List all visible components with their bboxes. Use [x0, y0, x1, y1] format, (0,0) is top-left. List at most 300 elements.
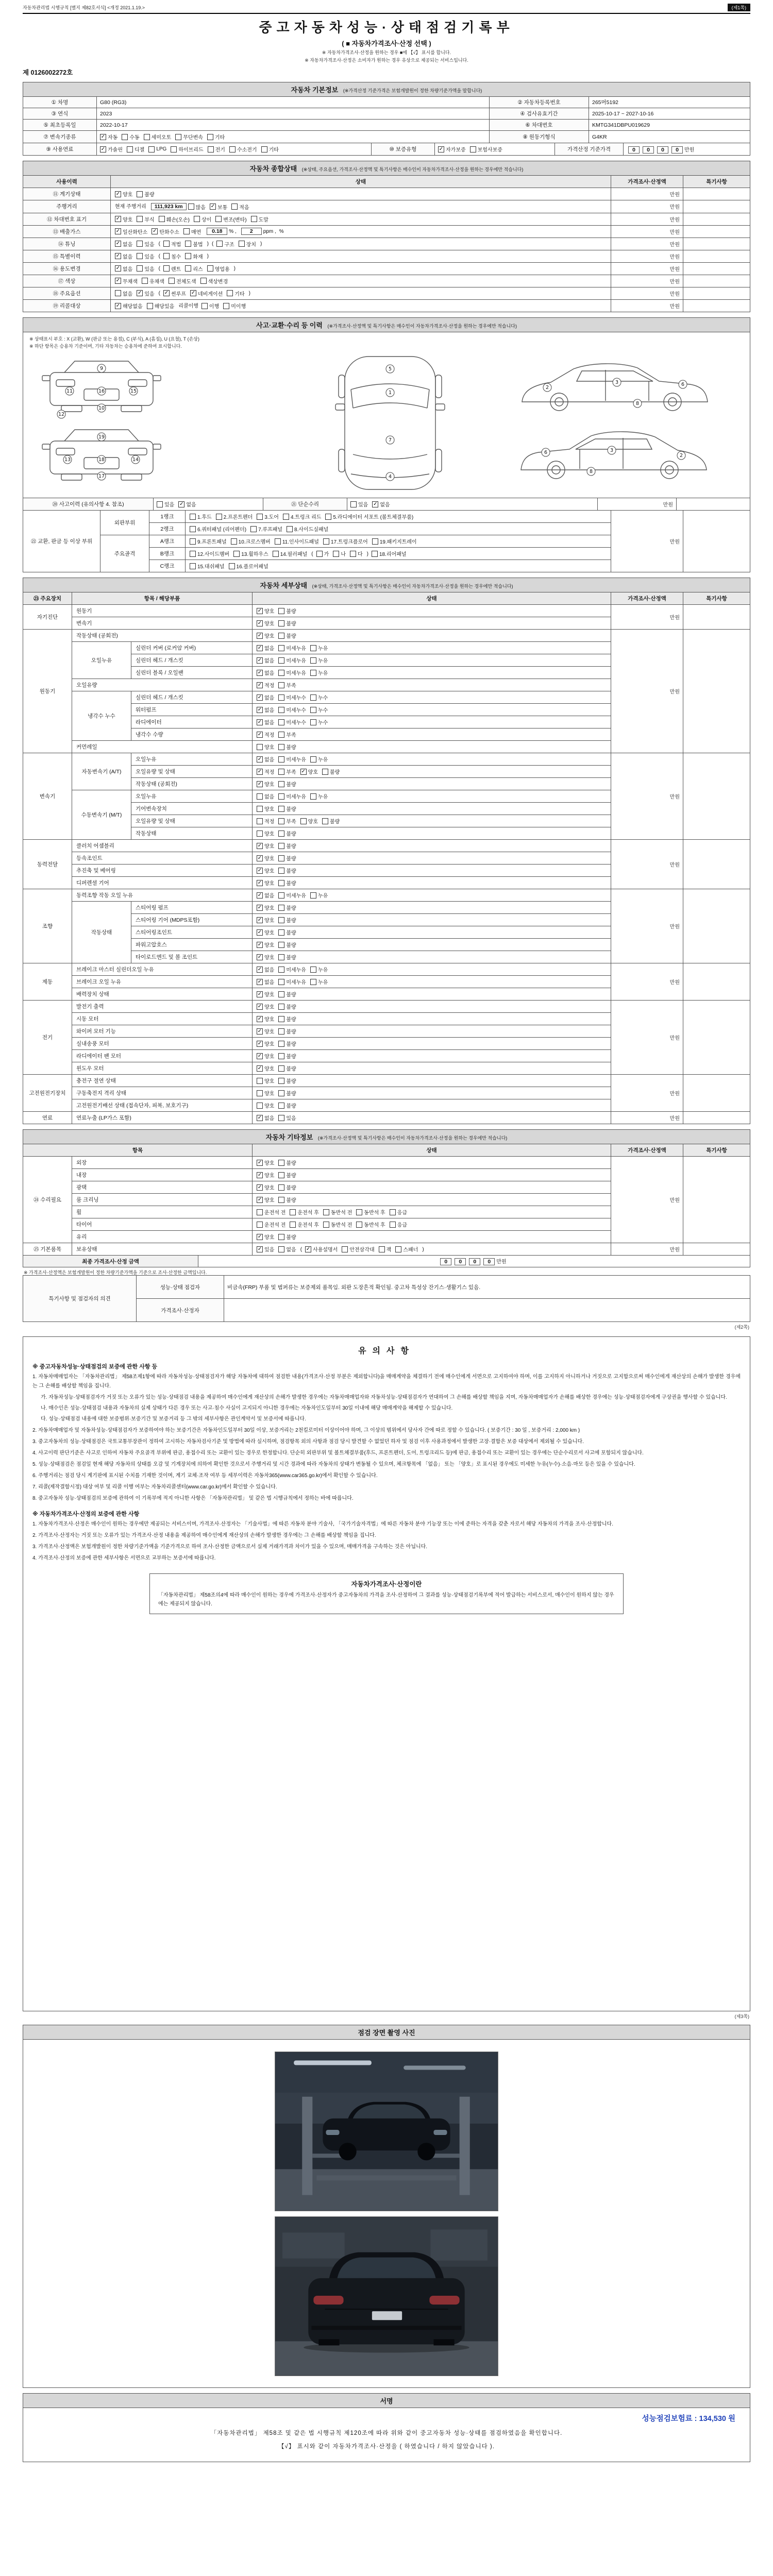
checkbox-불량[interactable] — [278, 619, 296, 627]
checkbox-영업용[interactable] — [207, 265, 230, 273]
checkbox-불량[interactable] — [278, 1040, 296, 1047]
checkbox-불량[interactable] — [137, 190, 154, 198]
checkbox-label: 구조 — [224, 242, 234, 248]
checkbox-누수[interactable] — [310, 693, 328, 701]
checkbox-누수[interactable] — [310, 718, 328, 726]
checkbox-label: 양호 — [264, 1161, 275, 1167]
checkbox-14.필러패널[interactable] — [273, 550, 308, 557]
checkbox-15.대쉬패널[interactable] — [190, 562, 225, 570]
checkbox-미세누수[interactable] — [278, 718, 306, 726]
checkbox-없음[interactable] — [257, 891, 274, 899]
checkbox-운전석 전[interactable] — [257, 1208, 285, 1216]
checkbox-label: 양호 — [264, 955, 275, 961]
checkbox-응급[interactable] — [390, 1221, 407, 1228]
checkbox-18.리어패널[interactable] — [372, 550, 407, 557]
checkbox-미세누유[interactable] — [278, 656, 306, 664]
checkbox-label: 불량 — [286, 906, 296, 912]
checkbox-화재[interactable] — [185, 252, 203, 260]
checkbox-네비게이션[interactable] — [190, 290, 223, 297]
checkbox-불량[interactable] — [278, 854, 296, 862]
checkbox-양호[interactable] — [257, 1052, 274, 1060]
checkbox-안전삼각대[interactable] — [342, 1245, 374, 1253]
checkbox-있음[interactable] — [278, 1114, 296, 1122]
checkbox-세미오토[interactable] — [144, 133, 172, 141]
checkbox-없음[interactable] — [278, 1245, 296, 1253]
checkbox-7.루프패널[interactable] — [250, 525, 282, 533]
checkbox-불량[interactable] — [278, 1077, 296, 1084]
checkbox-전기[interactable] — [208, 145, 225, 153]
checkbox-양호[interactable] — [257, 990, 274, 998]
checkbox-5.라디에이터 서포트 (볼트체결부품)[interactable] — [325, 513, 413, 520]
checkbox-자동[interactable] — [100, 133, 117, 141]
checkbox-1.후드[interactable] — [190, 513, 212, 520]
checkbox-매연[interactable] — [183, 228, 201, 235]
checkbox-box-icon — [278, 682, 284, 688]
checkbox-미세누유[interactable] — [278, 755, 306, 763]
group-label: 자기진단 — [23, 605, 72, 630]
checkbox-불량[interactable] — [278, 1159, 296, 1166]
checkbox-해당있음[interactable] — [147, 302, 175, 310]
checkbox-12.사이드멤버[interactable] — [190, 550, 229, 557]
checkbox-없음[interactable] — [115, 265, 132, 273]
notice-item: 7. 리콜(제작결함시정) 대상 여부 및 리콜 이행 여부는 자동차리콜센터(www.car.go.kr)에서 확인할 수 있습니다. — [32, 1484, 277, 1490]
checkbox-box-icon — [190, 514, 196, 520]
checkbox-양호[interactable] — [257, 1089, 274, 1097]
checkbox-label: 양호 — [264, 1054, 275, 1060]
definition-title: 자동차가격조사·산정이란 — [351, 1581, 422, 1588]
field-label: ⑩ 보증유형 — [372, 143, 435, 156]
checkbox-9.프론트패널[interactable] — [190, 537, 227, 545]
checkbox-불량[interactable] — [278, 1196, 296, 1204]
svg-text:10: 10 — [98, 405, 105, 412]
price-cell: 만원 — [611, 287, 683, 299]
checkbox-양호[interactable] — [257, 1077, 274, 1084]
checkbox-19.패키지트레이[interactable] — [372, 537, 417, 545]
checkbox-기타[interactable] — [261, 145, 279, 153]
checkbox-나[interactable] — [333, 550, 346, 557]
checkbox-없음[interactable] — [257, 644, 274, 652]
checkbox-양호[interactable] — [257, 1027, 274, 1035]
checkbox-box-icon — [257, 1184, 263, 1191]
checkbox-불량[interactable] — [278, 829, 296, 837]
checkbox-없음[interactable] — [257, 965, 274, 973]
checkbox-label: 불량 — [286, 955, 296, 961]
checkbox-없음[interactable] — [257, 978, 274, 986]
checkbox-부족[interactable] — [278, 817, 296, 825]
checkbox-label: 17.트렁크플로어 — [330, 539, 368, 546]
checkbox-box-icon — [278, 769, 284, 775]
checkbox-보통[interactable] — [210, 203, 227, 211]
checkbox-불량[interactable] — [278, 928, 296, 936]
checkbox-불량[interactable] — [278, 990, 296, 998]
checkbox-미세누유[interactable] — [278, 792, 306, 800]
checkbox-양호[interactable] — [257, 743, 274, 751]
state-text: ( — [300, 1246, 303, 1252]
checkbox-변조(변타)[interactable] — [215, 215, 246, 223]
checkbox-없음[interactable] — [115, 290, 132, 297]
checkbox-box-icon — [250, 526, 257, 532]
table-row — [23, 120, 750, 131]
checkbox-미세누유[interactable] — [278, 978, 306, 986]
checkbox-불량[interactable] — [278, 1233, 296, 1241]
checkbox-있음[interactable] — [137, 265, 154, 273]
checkbox-양호[interactable] — [257, 1003, 274, 1010]
checkbox-양호[interactable] — [257, 1171, 274, 1179]
checkbox-리스[interactable] — [185, 265, 203, 273]
checkbox-11.인사이드패널[interactable] — [275, 537, 319, 545]
checkbox-미세누유[interactable] — [278, 891, 306, 899]
price-survey-select[interactable]: ( ■ 자동차가격조사·산정 선택 ) — [342, 40, 431, 47]
checkbox-label: 양호 — [264, 1104, 275, 1110]
checkbox-label: 미세누유 — [286, 968, 306, 974]
checkbox-기타[interactable] — [227, 290, 244, 297]
checkbox-양호[interactable] — [257, 867, 274, 874]
checkbox-장치[interactable] — [239, 240, 256, 248]
checkbox-보험사보증[interactable] — [470, 145, 502, 153]
checkbox-있음[interactable] — [137, 290, 154, 297]
checkbox-4.트렁크 리드[interactable] — [283, 513, 321, 520]
checkbox-양호[interactable] — [257, 619, 274, 627]
item-label: 충전구 절연 상태 — [72, 1075, 253, 1087]
checkbox-스패너[interactable] — [395, 1245, 418, 1253]
checkbox-썬루프[interactable] — [163, 290, 186, 297]
checkbox-가솔린[interactable] — [100, 145, 123, 153]
checkbox-2.프론트펜더[interactable] — [216, 513, 253, 520]
checkbox-불량[interactable] — [278, 607, 296, 615]
checkbox-box-icon — [215, 216, 222, 222]
section-title-basic: 자동차 기본정보 — [291, 86, 339, 94]
item-label: 고전원전기배선 상태 (접속단자, 피복, 보호기구) — [72, 1099, 253, 1112]
checkbox-부족[interactable] — [278, 731, 296, 738]
checkbox-없음[interactable] — [257, 693, 274, 701]
checkbox-탄화수소[interactable] — [152, 228, 179, 235]
checkbox-불량[interactable] — [278, 953, 296, 961]
checkbox-불량[interactable] — [278, 632, 296, 639]
checkbox-불량[interactable] — [278, 1064, 296, 1072]
checkbox-있음[interactable] — [257, 1245, 274, 1253]
checkbox-box-icon — [163, 253, 170, 259]
checkbox-label: 불량 — [286, 856, 296, 862]
checkbox-불량[interactable] — [278, 916, 296, 924]
checkbox-불량[interactable] — [278, 780, 296, 788]
checkbox-label: 디젤 — [134, 147, 145, 153]
checkbox-box-icon — [305, 1246, 311, 1252]
checkbox-불량[interactable] — [278, 1052, 296, 1060]
checkbox-적정[interactable] — [257, 681, 274, 689]
checkbox-13.휠하우스[interactable] — [233, 550, 268, 557]
checkbox-불량[interactable] — [278, 805, 296, 812]
checkbox-불량[interactable] — [278, 1183, 296, 1191]
checkbox-누유[interactable] — [310, 656, 328, 664]
checkbox-불량[interactable] — [278, 1027, 296, 1035]
state-cell — [253, 1038, 611, 1050]
notices-box — [23, 1336, 750, 2011]
checkbox-없음[interactable] — [257, 718, 274, 726]
checkbox-미세누수[interactable] — [278, 706, 306, 714]
checkbox-사용설명서[interactable] — [305, 1245, 338, 1253]
table-row — [23, 299, 750, 312]
checkbox-있음[interactable] — [157, 500, 174, 508]
checkbox-부식[interactable] — [137, 215, 154, 223]
checkbox-운전석 후[interactable] — [290, 1221, 318, 1228]
checkbox-불량[interactable] — [278, 743, 296, 751]
checkbox-디젤[interactable] — [127, 145, 144, 153]
checkbox-box-icon — [257, 855, 263, 861]
checkbox-불량[interactable] — [278, 904, 296, 911]
checkbox-도말[interactable] — [251, 215, 268, 223]
price-cell: 만원 — [611, 299, 683, 312]
checkbox-양호[interactable] — [300, 768, 318, 775]
final-price-value — [198, 1256, 750, 1267]
group-label: 원동기 — [23, 630, 72, 753]
checkbox-상이[interactable] — [194, 215, 211, 223]
checkbox-box-icon — [257, 917, 263, 923]
checkbox-label: 없음 — [264, 720, 275, 726]
checkbox-6.쿼터패널 (리어펜더)[interactable] — [190, 525, 246, 533]
checkbox-없음[interactable] — [257, 755, 274, 763]
checkbox-부족[interactable] — [278, 681, 296, 689]
checkbox-불량[interactable] — [278, 941, 296, 948]
group-label: 연료 — [23, 1112, 72, 1124]
checkbox-box-icon — [278, 719, 284, 725]
table-row — [23, 511, 750, 523]
checkbox-label: 기타 — [234, 291, 245, 297]
checkbox-label: 양호 — [264, 943, 275, 949]
checkbox-양호[interactable] — [257, 1233, 274, 1241]
checkbox-동반석 전[interactable] — [323, 1208, 352, 1216]
state-cell — [253, 1099, 611, 1112]
checkbox-색상변경[interactable] — [200, 277, 228, 285]
checkbox-label: 누유 — [317, 646, 328, 652]
checkbox-box-icon — [257, 806, 263, 812]
checkbox-양호[interactable] — [257, 1015, 274, 1023]
checkbox-전체도색[interactable] — [169, 277, 196, 285]
checkbox-양호[interactable] — [257, 1064, 274, 1072]
checkbox-수소전기[interactable] — [229, 145, 257, 153]
checkbox-하이브리드[interactable] — [171, 145, 203, 153]
checkbox-미세누수[interactable] — [278, 693, 306, 701]
checkbox-없음[interactable] — [372, 500, 390, 508]
checkbox-양호[interactable] — [257, 854, 274, 862]
checkbox-누유[interactable] — [310, 965, 328, 973]
price-cell: 만원 — [611, 963, 683, 1001]
checkbox-적정[interactable] — [257, 731, 274, 738]
checkbox-잭[interactable] — [379, 1245, 392, 1253]
checkbox-있음[interactable] — [350, 500, 368, 508]
checkbox-누유[interactable] — [310, 644, 328, 652]
checkbox-box-icon — [278, 633, 284, 639]
checkbox-box-icon — [163, 265, 170, 272]
svg-text:15: 15 — [130, 388, 137, 395]
checkbox-유채색[interactable] — [142, 277, 164, 285]
checkbox-기타[interactable] — [207, 133, 225, 141]
checkbox-box-icon — [257, 905, 263, 911]
checkbox-box-icon — [223, 303, 229, 309]
checkbox-없음[interactable] — [257, 669, 274, 676]
checkbox-자가보증[interactable] — [438, 145, 466, 153]
checkbox-양호[interactable] — [257, 928, 274, 936]
checkbox-불량[interactable] — [278, 1003, 296, 1010]
checkbox-불량[interactable] — [278, 842, 296, 850]
checkbox-양호[interactable] — [257, 953, 274, 961]
checkbox-적정[interactable] — [257, 768, 274, 775]
checkbox-적법[interactable] — [163, 240, 181, 248]
checkbox-불량[interactable] — [322, 817, 340, 825]
checkbox-불법[interactable] — [185, 240, 203, 248]
checkbox-label: 기타 — [214, 135, 225, 141]
checkbox-미이행[interactable] — [223, 302, 246, 310]
checkbox-box-icon — [278, 1053, 284, 1059]
checkbox-없음[interactable] — [257, 706, 274, 714]
definition-body: 「자동차관리법」 제58조의4에 따라 매수인이 원하는 경우에 가격조사·산정자가 중고자동차의 가격을 조사·산정하여 그 결과를 성능·상태점검기록부에 적어 발급하는 서비스로서, 매수인이 원하지 않는 경우에는 제공되지 않습니다. — [158, 1592, 614, 1607]
checkbox-없음[interactable] — [178, 500, 196, 508]
checkbox-label: 없음 — [264, 893, 275, 900]
checkbox-수동[interactable] — [122, 133, 139, 141]
checkbox-미세누유[interactable] — [278, 644, 306, 652]
checkbox-불량[interactable] — [278, 879, 296, 887]
checkbox-양호[interactable] — [257, 1159, 274, 1166]
checkbox-훼손(오손)[interactable] — [159, 215, 190, 223]
item-label: 오일유량 및 상태 — [131, 815, 253, 827]
checkbox-양호[interactable] — [257, 829, 274, 837]
checkbox-동반석 전[interactable] — [323, 1221, 352, 1228]
checkbox-무단변속[interactable] — [175, 133, 203, 141]
checkbox-label: 양호 — [264, 844, 275, 850]
checkbox-운전석 후[interactable] — [290, 1208, 318, 1216]
checkbox-누유[interactable] — [310, 891, 328, 899]
checkbox-다[interactable] — [350, 550, 363, 557]
checkbox-렌트[interactable] — [163, 265, 181, 273]
checkbox-동반석 후[interactable] — [356, 1221, 385, 1228]
checkbox-양호[interactable] — [257, 805, 274, 812]
row-label: ⑫ 차대번호 표기 — [23, 213, 111, 225]
checkbox-양호[interactable] — [300, 817, 318, 825]
checkbox-10.크로스멤버[interactable] — [231, 537, 271, 545]
price-cell: 만원 — [611, 889, 683, 963]
checkbox-이행[interactable] — [201, 302, 219, 310]
checkbox-양호[interactable] — [257, 941, 274, 948]
checkbox-미세누유[interactable] — [278, 965, 306, 973]
checkbox-양호[interactable] — [257, 1183, 274, 1191]
checkbox-box-icon — [257, 818, 263, 824]
checkbox-box-icon — [278, 793, 284, 800]
checkbox-일산화탄소[interactable] — [115, 228, 147, 235]
sub-label: 수동변속기 (M/T) — [72, 790, 131, 840]
checkbox-양호[interactable] — [257, 1101, 274, 1109]
checkbox-label: 없음 — [186, 502, 196, 509]
checkbox-불량[interactable] — [322, 768, 340, 775]
checkbox-양호[interactable] — [257, 632, 274, 639]
value-box: 111,923 km — [151, 203, 187, 210]
checkbox-label: 없음 — [123, 291, 133, 297]
checkbox-많음[interactable] — [188, 203, 206, 211]
checkbox-17.트렁크플로어[interactable] — [323, 537, 368, 545]
checkbox-양호[interactable] — [257, 904, 274, 911]
checkbox-불량[interactable] — [278, 1101, 296, 1109]
value-box: 0 — [671, 146, 683, 154]
checkbox-양호[interactable] — [257, 879, 274, 887]
checkbox-없음[interactable] — [257, 1114, 274, 1122]
checkbox-양호[interactable] — [257, 1196, 274, 1204]
state-text: % — [279, 229, 284, 234]
checkbox-부족[interactable] — [278, 768, 296, 775]
checkbox-양호[interactable] — [257, 916, 274, 924]
state-cell — [253, 827, 611, 840]
price-cell: 만원 — [611, 225, 683, 238]
checkbox-양호[interactable] — [257, 1040, 274, 1047]
checkbox-누유[interactable] — [310, 755, 328, 763]
checkbox-운전석 전[interactable] — [257, 1221, 285, 1228]
checkbox-가[interactable] — [316, 550, 329, 557]
subtitle-note-2: ※ 자동차가격조사·산정은 소비자가 원하는 경우 유상으로 제공되는 서비스입니다. — [305, 58, 468, 63]
checkbox-box-icon — [257, 694, 263, 701]
checkbox-누유[interactable] — [310, 669, 328, 676]
checkbox-label: 다 — [357, 552, 363, 558]
checkbox-label: 양호 — [264, 832, 275, 838]
checkbox-누수[interactable] — [310, 706, 328, 714]
checkbox-양호[interactable] — [257, 780, 274, 788]
checkbox-box-icon — [278, 645, 284, 651]
checkbox-불량[interactable] — [278, 1089, 296, 1097]
state-cell — [186, 523, 611, 535]
checkbox-label: 양호 — [308, 819, 318, 825]
checkbox-적음[interactable] — [231, 203, 249, 211]
state-text: ( — [158, 291, 160, 296]
checkbox-동반석 후[interactable] — [356, 1208, 385, 1216]
checkbox-구조[interactable] — [216, 240, 234, 248]
part-marker-2 — [543, 383, 551, 392]
checkbox-침수[interactable] — [163, 252, 181, 260]
checkbox-누유[interactable] — [310, 978, 328, 986]
checkbox-미세누유[interactable] — [278, 669, 306, 676]
checkbox-불량[interactable] — [278, 1015, 296, 1023]
price-cell: 만원 — [611, 1243, 683, 1256]
checkbox-불량[interactable] — [278, 867, 296, 874]
checkbox-box-icon — [194, 216, 200, 222]
checkbox-3.도어[interactable] — [257, 513, 279, 520]
checkbox-무채색[interactable] — [115, 277, 138, 285]
checkbox-없음[interactable] — [257, 656, 274, 664]
checkbox-응급[interactable] — [390, 1208, 407, 1216]
checkbox-있음[interactable] — [137, 240, 154, 248]
checkbox-해당없음[interactable] — [115, 302, 143, 310]
checkbox-불량[interactable] — [278, 1171, 296, 1179]
checkbox-양호[interactable] — [257, 842, 274, 850]
checkbox-없음[interactable] — [115, 252, 132, 260]
item-label: 시동 모터 — [72, 1013, 253, 1025]
checkbox-LPG[interactable] — [148, 146, 166, 152]
checkbox-양호[interactable] — [115, 190, 132, 198]
checkbox-양호[interactable] — [115, 215, 132, 223]
checkbox-box-icon — [316, 551, 323, 557]
checkbox-label: 불량 — [329, 770, 340, 776]
checkbox-없음[interactable] — [257, 792, 274, 800]
item-label: 라디에이터 팬 모터 — [72, 1050, 253, 1062]
checkbox-label: 해당없음 — [123, 304, 143, 310]
checkbox-label: 불법 — [193, 242, 203, 248]
checkbox-없음[interactable] — [115, 240, 132, 248]
svg-text:14: 14 — [132, 457, 139, 463]
checkbox-8.사이드실패널[interactable] — [287, 525, 328, 533]
item-label: 등속조인트 — [72, 852, 253, 865]
checkbox-양호[interactable] — [257, 607, 274, 615]
checkbox-누유[interactable] — [310, 792, 328, 800]
checkbox-box-icon — [278, 1078, 284, 1084]
checkbox-적정[interactable] — [257, 817, 274, 825]
checkbox-있음[interactable] — [137, 252, 154, 260]
checkbox-16.플로어패널[interactable] — [229, 562, 268, 570]
checkbox-box-icon — [257, 1053, 263, 1059]
